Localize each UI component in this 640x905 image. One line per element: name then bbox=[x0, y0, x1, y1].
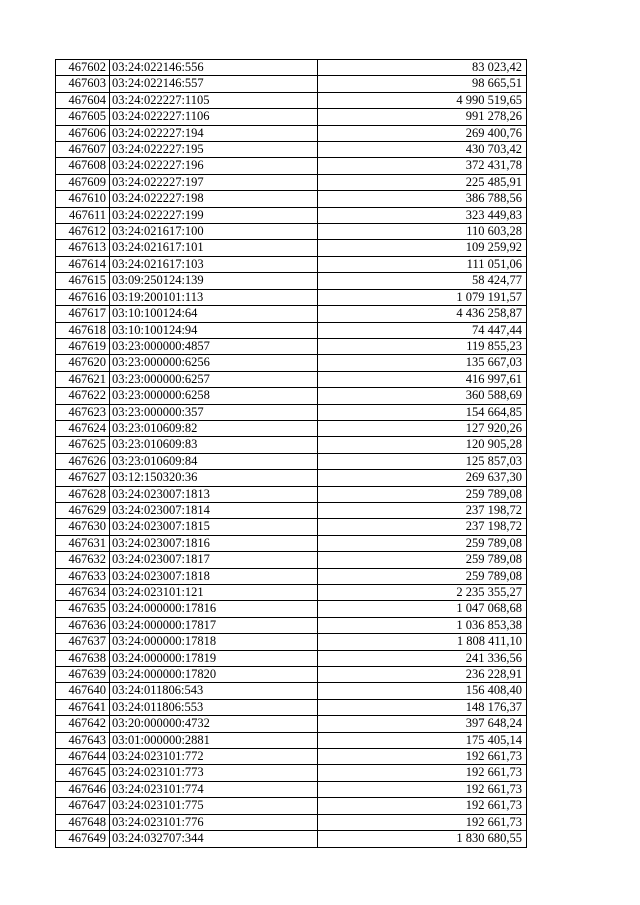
cadastral-number-cell: 03:24:000000:17820 bbox=[110, 667, 318, 683]
cadastral-number-cell: 03:24:022146:556 bbox=[110, 60, 318, 76]
cadastral-number-cell: 03:24:023101:774 bbox=[110, 781, 318, 797]
value-cell: 192 661,73 bbox=[318, 814, 527, 830]
row-number-cell: 467649 bbox=[56, 831, 110, 847]
row-number-cell: 467603 bbox=[56, 76, 110, 92]
value-cell: 372 431,78 bbox=[318, 158, 527, 174]
row-number-cell: 467607 bbox=[56, 142, 110, 158]
row-number-cell: 467648 bbox=[56, 814, 110, 830]
cadastral-number-cell: 03:24:023101:121 bbox=[110, 585, 318, 601]
row-number-cell: 467646 bbox=[56, 781, 110, 797]
row-number-cell: 467623 bbox=[56, 404, 110, 420]
table-row bbox=[56, 437, 527, 453]
table-row bbox=[56, 174, 527, 190]
row-number-cell: 467638 bbox=[56, 650, 110, 666]
row-number-cell: 467637 bbox=[56, 634, 110, 650]
cadastral-number-cell: 03:23:000000:4857 bbox=[110, 338, 318, 354]
value-cell: 360 588,69 bbox=[318, 388, 527, 404]
cadastral-number-cell: 03:24:022227:1106 bbox=[110, 109, 318, 125]
table-row bbox=[56, 749, 527, 765]
table-row bbox=[56, 486, 527, 502]
row-number-cell: 467604 bbox=[56, 92, 110, 108]
value-cell: 1 036 853,38 bbox=[318, 617, 527, 633]
table-row bbox=[56, 273, 527, 289]
row-number-cell: 467624 bbox=[56, 420, 110, 436]
value-cell: 148 176,37 bbox=[318, 699, 527, 715]
row-number-cell: 467621 bbox=[56, 371, 110, 387]
row-number-cell: 467636 bbox=[56, 617, 110, 633]
table-row bbox=[56, 552, 527, 568]
value-cell: 991 278,26 bbox=[318, 109, 527, 125]
table-row bbox=[56, 601, 527, 617]
cadastral-number-cell: 03:24:023101:773 bbox=[110, 765, 318, 781]
value-cell: 259 789,08 bbox=[318, 535, 527, 551]
row-number-cell: 467620 bbox=[56, 355, 110, 371]
cadastral-number-cell: 03:23:010609:84 bbox=[110, 453, 318, 469]
table-row bbox=[56, 667, 527, 683]
cadastral-number-cell: 03:24:021617:103 bbox=[110, 256, 318, 272]
cadastral-number-cell: 03:09:250124:139 bbox=[110, 273, 318, 289]
cadastral-number-cell: 03:24:023007:1816 bbox=[110, 535, 318, 551]
table-row bbox=[56, 634, 527, 650]
row-number-cell: 467614 bbox=[56, 256, 110, 272]
table-row bbox=[56, 306, 527, 322]
row-number-cell: 467639 bbox=[56, 667, 110, 683]
table-row bbox=[56, 420, 527, 436]
row-number-cell: 467633 bbox=[56, 568, 110, 584]
cadastral-number-cell: 03:20:000000:4732 bbox=[110, 716, 318, 732]
table-row bbox=[56, 322, 527, 338]
row-number-cell: 467619 bbox=[56, 338, 110, 354]
value-cell: 4 436 258,87 bbox=[318, 306, 527, 322]
value-cell: 175 405,14 bbox=[318, 732, 527, 748]
table-row bbox=[56, 568, 527, 584]
table-row bbox=[56, 109, 527, 125]
table-row bbox=[56, 92, 527, 108]
cadastral-number-cell: 03:12:150320:36 bbox=[110, 470, 318, 486]
value-cell: 1 079 191,57 bbox=[318, 289, 527, 305]
table-row bbox=[56, 158, 527, 174]
table-row bbox=[56, 502, 527, 518]
row-number-cell: 467645 bbox=[56, 765, 110, 781]
value-cell: 74 447,44 bbox=[318, 322, 527, 338]
value-cell: 323 449,83 bbox=[318, 207, 527, 223]
table-row bbox=[56, 224, 527, 240]
row-number-cell: 467632 bbox=[56, 552, 110, 568]
row-number-cell: 467609 bbox=[56, 174, 110, 190]
cadastral-number-cell: 03:24:011806:553 bbox=[110, 699, 318, 715]
row-number-cell: 467634 bbox=[56, 585, 110, 601]
row-number-cell: 467612 bbox=[56, 224, 110, 240]
value-cell: 259 789,08 bbox=[318, 552, 527, 568]
row-number-cell: 467647 bbox=[56, 798, 110, 814]
cadastral-number-cell: 03:24:021617:100 bbox=[110, 224, 318, 240]
value-cell: 241 336,56 bbox=[318, 650, 527, 666]
cadastral-number-cell: 03:24:023101:775 bbox=[110, 798, 318, 814]
row-number-cell: 467628 bbox=[56, 486, 110, 502]
row-number-cell: 467605 bbox=[56, 109, 110, 125]
cadastral-number-cell: 03:24:023007:1813 bbox=[110, 486, 318, 502]
value-cell: 109 259,92 bbox=[318, 240, 527, 256]
value-cell: 119 855,23 bbox=[318, 338, 527, 354]
table-row bbox=[56, 683, 527, 699]
cadastral-number-cell: 03:24:022227:198 bbox=[110, 191, 318, 207]
cadastral-number-cell: 03:24:023007:1817 bbox=[110, 552, 318, 568]
cadastral-number-cell: 03:24:000000:17818 bbox=[110, 634, 318, 650]
row-number-cell: 467644 bbox=[56, 749, 110, 765]
value-cell: 225 485,91 bbox=[318, 174, 527, 190]
row-number-cell: 467615 bbox=[56, 273, 110, 289]
row-number-cell: 467641 bbox=[56, 699, 110, 715]
cadastral-number-cell: 03:23:000000:6258 bbox=[110, 388, 318, 404]
row-number-cell: 467626 bbox=[56, 453, 110, 469]
cadastral-number-cell: 03:24:000000:17817 bbox=[110, 617, 318, 633]
value-cell: 192 661,73 bbox=[318, 781, 527, 797]
table-row bbox=[56, 617, 527, 633]
table-row bbox=[56, 240, 527, 256]
cadastral-number-cell: 03:24:022227:1105 bbox=[110, 92, 318, 108]
table-body bbox=[56, 60, 527, 848]
value-cell: 58 424,77 bbox=[318, 273, 527, 289]
table-row bbox=[56, 765, 527, 781]
cadastral-number-cell: 03:24:023101:776 bbox=[110, 814, 318, 830]
table-row bbox=[56, 207, 527, 223]
cadastral-number-cell: 03:10:100124:94 bbox=[110, 322, 318, 338]
cadastral-number-cell: 03:24:021617:101 bbox=[110, 240, 318, 256]
value-cell: 111 051,06 bbox=[318, 256, 527, 272]
value-cell: 192 661,73 bbox=[318, 798, 527, 814]
value-cell: 259 789,08 bbox=[318, 568, 527, 584]
table-row bbox=[56, 519, 527, 535]
row-number-cell: 467630 bbox=[56, 519, 110, 535]
value-cell: 1 047 068,68 bbox=[318, 601, 527, 617]
table-row bbox=[56, 831, 527, 847]
value-cell: 237 198,72 bbox=[318, 519, 527, 535]
value-cell: 110 603,28 bbox=[318, 224, 527, 240]
cadastral-number-cell: 03:24:023007:1818 bbox=[110, 568, 318, 584]
row-number-cell: 467618 bbox=[56, 322, 110, 338]
row-number-cell: 467627 bbox=[56, 470, 110, 486]
value-cell: 1 808 411,10 bbox=[318, 634, 527, 650]
table-row bbox=[56, 470, 527, 486]
row-number-cell: 467622 bbox=[56, 388, 110, 404]
cadastral-number-cell: 03:24:022227:197 bbox=[110, 174, 318, 190]
table-row bbox=[56, 535, 527, 551]
cadastral-number-cell: 03:23:000000:357 bbox=[110, 404, 318, 420]
value-cell: 120 905,28 bbox=[318, 437, 527, 453]
table-row bbox=[56, 338, 527, 354]
value-cell: 156 408,40 bbox=[318, 683, 527, 699]
table-row bbox=[56, 371, 527, 387]
table-row bbox=[56, 289, 527, 305]
cadastral-number-cell: 03:24:023007:1815 bbox=[110, 519, 318, 535]
row-number-cell: 467602 bbox=[56, 60, 110, 76]
value-cell: 237 198,72 bbox=[318, 502, 527, 518]
cadastral-number-cell: 03:24:022227:195 bbox=[110, 142, 318, 158]
row-number-cell: 467610 bbox=[56, 191, 110, 207]
table-row bbox=[56, 781, 527, 797]
cadastral-number-cell: 03:24:032707:344 bbox=[110, 831, 318, 847]
table-row bbox=[56, 256, 527, 272]
cadastral-number-cell: 03:24:022227:196 bbox=[110, 158, 318, 174]
cadastral-number-cell: 03:23:000000:6257 bbox=[110, 371, 318, 387]
table-row bbox=[56, 732, 527, 748]
table-row bbox=[56, 60, 527, 76]
data-table-container bbox=[55, 59, 527, 848]
value-cell: 4 990 519,65 bbox=[318, 92, 527, 108]
table-row bbox=[56, 355, 527, 371]
cadastral-number-cell: 03:01:000000:2881 bbox=[110, 732, 318, 748]
value-cell: 430 703,42 bbox=[318, 142, 527, 158]
cadastral-number-cell: 03:23:000000:6256 bbox=[110, 355, 318, 371]
value-cell: 386 788,56 bbox=[318, 191, 527, 207]
row-number-cell: 467635 bbox=[56, 601, 110, 617]
table-row bbox=[56, 142, 527, 158]
table-row bbox=[56, 125, 527, 141]
row-number-cell: 467608 bbox=[56, 158, 110, 174]
cadastral-number-cell: 03:10:100124:64 bbox=[110, 306, 318, 322]
table-row bbox=[56, 76, 527, 92]
value-cell: 236 228,91 bbox=[318, 667, 527, 683]
row-number-cell: 467606 bbox=[56, 125, 110, 141]
table-row bbox=[56, 814, 527, 830]
value-cell: 98 665,51 bbox=[318, 76, 527, 92]
value-cell: 125 857,03 bbox=[318, 453, 527, 469]
cadastral-number-cell: 03:24:023007:1814 bbox=[110, 502, 318, 518]
table-row bbox=[56, 453, 527, 469]
cadastral-number-cell: 03:24:011806:543 bbox=[110, 683, 318, 699]
cadastral-number-cell: 03:24:022227:199 bbox=[110, 207, 318, 223]
row-number-cell: 467616 bbox=[56, 289, 110, 305]
cadastral-value-table bbox=[55, 59, 527, 848]
row-number-cell: 467629 bbox=[56, 502, 110, 518]
value-cell: 83 023,42 bbox=[318, 60, 527, 76]
value-cell: 127 920,26 bbox=[318, 420, 527, 436]
cadastral-number-cell: 03:23:010609:82 bbox=[110, 420, 318, 436]
value-cell: 192 661,73 bbox=[318, 749, 527, 765]
cadastral-number-cell: 03:19:200101:113 bbox=[110, 289, 318, 305]
table-row bbox=[56, 716, 527, 732]
value-cell: 154 664,85 bbox=[318, 404, 527, 420]
row-number-cell: 467640 bbox=[56, 683, 110, 699]
table-row bbox=[56, 699, 527, 715]
value-cell: 192 661,73 bbox=[318, 765, 527, 781]
table-row bbox=[56, 388, 527, 404]
cadastral-number-cell: 03:24:022146:557 bbox=[110, 76, 318, 92]
row-number-cell: 467625 bbox=[56, 437, 110, 453]
cadastral-number-cell: 03:24:023101:772 bbox=[110, 749, 318, 765]
value-cell: 2 235 355,27 bbox=[318, 585, 527, 601]
value-cell: 1 830 680,55 bbox=[318, 831, 527, 847]
row-number-cell: 467611 bbox=[56, 207, 110, 223]
row-number-cell: 467631 bbox=[56, 535, 110, 551]
cadastral-number-cell: 03:24:022227:194 bbox=[110, 125, 318, 141]
value-cell: 397 648,24 bbox=[318, 716, 527, 732]
value-cell: 269 637,30 bbox=[318, 470, 527, 486]
table-row bbox=[56, 650, 527, 666]
table-row bbox=[56, 191, 527, 207]
row-number-cell: 467613 bbox=[56, 240, 110, 256]
row-number-cell: 467617 bbox=[56, 306, 110, 322]
row-number-cell: 467643 bbox=[56, 732, 110, 748]
cadastral-number-cell: 03:23:010609:83 bbox=[110, 437, 318, 453]
table-row bbox=[56, 404, 527, 420]
value-cell: 259 789,08 bbox=[318, 486, 527, 502]
value-cell: 416 997,61 bbox=[318, 371, 527, 387]
table-row bbox=[56, 798, 527, 814]
value-cell: 269 400,76 bbox=[318, 125, 527, 141]
cadastral-number-cell: 03:24:000000:17816 bbox=[110, 601, 318, 617]
table-row bbox=[56, 585, 527, 601]
value-cell: 135 667,03 bbox=[318, 355, 527, 371]
row-number-cell: 467642 bbox=[56, 716, 110, 732]
cadastral-number-cell: 03:24:000000:17819 bbox=[110, 650, 318, 666]
